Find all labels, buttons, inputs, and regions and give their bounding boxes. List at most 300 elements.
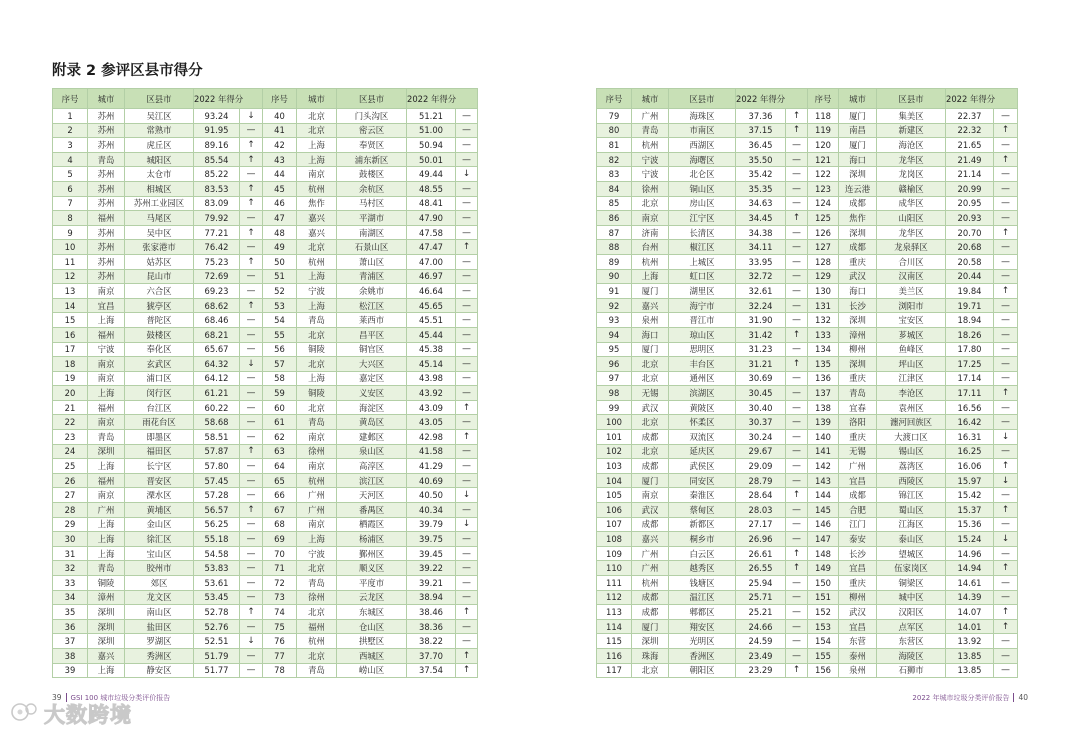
district-cell: 栖霞区 — [337, 517, 407, 532]
trend-icon: — — [240, 590, 263, 605]
trend-icon: — — [786, 386, 808, 401]
trend-icon: — — [786, 167, 808, 182]
trend-icon: — — [240, 284, 263, 299]
district-cell: 仓山区 — [337, 619, 407, 634]
trend-icon: — — [994, 590, 1018, 605]
city-cell: 南京 — [88, 284, 125, 299]
rank-cell: 30 — [53, 532, 88, 547]
city-cell: 苏州 — [88, 138, 125, 153]
district-cell: 锦江区 — [877, 488, 946, 503]
district-cell: 延庆区 — [669, 444, 736, 459]
score-cell: 56.57 — [194, 503, 240, 518]
trend-icon: ↑ — [240, 605, 263, 620]
score-cell: 30.45 — [736, 386, 786, 401]
trend-icon: — — [994, 663, 1018, 678]
trend-icon: — — [456, 254, 478, 269]
district-cell: 椒江区 — [669, 240, 736, 255]
score-cell: 52.78 — [194, 605, 240, 620]
trend-icon: — — [994, 342, 1018, 357]
score-cell: 32.72 — [736, 269, 786, 284]
score-cell: 52.76 — [194, 619, 240, 634]
score-cell: 68.62 — [194, 298, 240, 313]
city-cell: 武汉 — [839, 269, 877, 284]
district-cell: 昌平区 — [337, 327, 407, 342]
city-cell: 深圳 — [88, 619, 125, 634]
trend-icon: — — [456, 225, 478, 240]
district-cell: 瀍河回族区 — [877, 415, 946, 430]
city-cell: 重庆 — [839, 371, 877, 386]
rank-cell: 139 — [808, 415, 839, 430]
rank-cell: 103 — [597, 459, 632, 474]
score-cell: 79.92 — [194, 211, 240, 226]
score-cell: 56.25 — [194, 517, 240, 532]
rank-cell: 49 — [263, 240, 297, 255]
city-cell: 苏州 — [88, 109, 125, 124]
trend-icon: — — [786, 269, 808, 284]
rank-cell: 14 — [53, 298, 88, 313]
table-row — [53, 123, 478, 138]
page-number: 39 — [52, 693, 62, 702]
score-cell: 20.58 — [946, 254, 994, 269]
score-cell: 57.45 — [194, 473, 240, 488]
rank-cell: 62 — [263, 430, 297, 445]
rank-cell: 111 — [597, 576, 632, 591]
table-row — [597, 240, 1018, 255]
district-cell: 顺义区 — [337, 561, 407, 576]
district-cell: 铜官区 — [337, 342, 407, 357]
table-row — [53, 634, 478, 649]
district-cell: 拱墅区 — [337, 634, 407, 649]
district-cell: 铜山区 — [669, 181, 736, 196]
city-cell: 厦门 — [632, 342, 669, 357]
rank-cell: 122 — [808, 167, 839, 182]
score-cell: 68.46 — [194, 313, 240, 328]
district-cell: 静安区 — [125, 663, 194, 678]
trend-icon: — — [240, 430, 263, 445]
trend-icon: ↑ — [994, 386, 1018, 401]
score-cell: 48.55 — [407, 181, 456, 196]
table-row — [53, 430, 478, 445]
district-cell: 望城区 — [877, 546, 946, 561]
trend-icon: — — [240, 400, 263, 415]
district-cell: 浦口区 — [125, 371, 194, 386]
table-row — [53, 342, 478, 357]
score-cell: 91.95 — [194, 123, 240, 138]
rank-cell: 45 — [263, 181, 297, 196]
header-district: 区县市 — [877, 89, 946, 109]
city-cell: 铜陵 — [297, 386, 337, 401]
trend-icon: — — [456, 634, 478, 649]
city-cell: 武汉 — [632, 400, 669, 415]
score-cell: 19.71 — [946, 298, 994, 313]
district-cell: 通州区 — [669, 371, 736, 386]
city-cell: 北京 — [632, 196, 669, 211]
rank-cell: 76 — [263, 634, 297, 649]
header-rank: 序号 — [263, 89, 297, 109]
rank-cell: 32 — [53, 561, 88, 576]
district-cell: 海陵区 — [877, 648, 946, 663]
table-row — [597, 619, 1018, 634]
district-cell: 海宁市 — [669, 298, 736, 313]
trend-icon: — — [786, 590, 808, 605]
city-cell: 北京 — [632, 371, 669, 386]
rank-cell: 53 — [263, 298, 297, 313]
rank-cell: 40 — [263, 109, 297, 124]
score-cell: 35.35 — [736, 181, 786, 196]
district-cell: 鼓楼区 — [337, 167, 407, 182]
city-cell: 成都 — [632, 517, 669, 532]
rank-cell: 65 — [263, 473, 297, 488]
district-cell: 李沧区 — [877, 386, 946, 401]
score-cell: 51.00 — [407, 123, 456, 138]
table-row — [53, 138, 478, 153]
city-cell: 上海 — [297, 298, 337, 313]
district-cell: 浏阳市 — [877, 298, 946, 313]
rank-cell: 66 — [263, 488, 297, 503]
score-table-left-page — [52, 88, 478, 678]
rank-cell: 87 — [597, 225, 632, 240]
score-cell: 29.67 — [736, 444, 786, 459]
trend-icon: ↑ — [240, 181, 263, 196]
trend-icon: ↑ — [786, 546, 808, 561]
trend-icon: — — [994, 211, 1018, 226]
trend-icon: — — [240, 473, 263, 488]
trend-icon: — — [240, 517, 263, 532]
trend-icon: — — [786, 619, 808, 634]
district-cell: 市南区 — [669, 123, 736, 138]
score-cell: 31.90 — [736, 313, 786, 328]
trend-icon: ↓ — [994, 532, 1018, 547]
rank-cell: 110 — [597, 561, 632, 576]
city-cell: 厦门 — [632, 619, 669, 634]
city-cell: 青岛 — [88, 152, 125, 167]
city-cell: 广州 — [297, 503, 337, 518]
trend-icon: — — [786, 196, 808, 211]
rank-cell: 11 — [53, 254, 88, 269]
footer-right — [912, 692, 1028, 703]
district-cell: 晋安区 — [125, 473, 194, 488]
district-cell: 温江区 — [669, 590, 736, 605]
score-cell: 15.24 — [946, 532, 994, 547]
rank-cell: 84 — [597, 181, 632, 196]
score-cell: 16.31 — [946, 430, 994, 445]
trend-icon: ↑ — [240, 298, 263, 313]
city-cell: 泰州 — [839, 648, 877, 663]
page-number: 40 — [1018, 693, 1028, 702]
rank-cell: 36 — [53, 619, 88, 634]
footer-divider — [66, 693, 67, 702]
header-district: 区县市 — [125, 89, 194, 109]
score-cell: 37.54 — [407, 663, 456, 678]
city-cell: 无锡 — [632, 386, 669, 401]
district-cell: 义安区 — [337, 386, 407, 401]
score-cell: 39.75 — [407, 532, 456, 547]
rank-cell: 42 — [263, 138, 297, 153]
table-row — [597, 488, 1018, 503]
city-cell: 连云港 — [839, 181, 877, 196]
score-cell: 30.40 — [736, 400, 786, 415]
district-cell: 双流区 — [669, 430, 736, 445]
score-table-right-page — [596, 88, 1018, 678]
district-cell: 黄埔区 — [125, 503, 194, 518]
city-cell: 上海 — [297, 371, 337, 386]
score-cell: 24.66 — [736, 619, 786, 634]
city-cell: 上海 — [88, 313, 125, 328]
district-cell: 龙岗区 — [877, 167, 946, 182]
city-cell: 长沙 — [839, 546, 877, 561]
district-cell: 琼山区 — [669, 327, 736, 342]
table-row — [597, 342, 1018, 357]
score-cell: 40.69 — [407, 473, 456, 488]
score-cell: 47.58 — [407, 225, 456, 240]
city-cell: 宜昌 — [839, 561, 877, 576]
district-cell: 荔湾区 — [877, 459, 946, 474]
rank-cell: 88 — [597, 240, 632, 255]
city-cell: 厦门 — [839, 138, 877, 153]
table-row — [53, 240, 478, 255]
trend-icon: ↑ — [786, 211, 808, 226]
trend-icon: — — [240, 371, 263, 386]
score-cell: 20.99 — [946, 181, 994, 196]
trend-icon: ↑ — [786, 488, 808, 503]
score-cell: 17.80 — [946, 342, 994, 357]
rank-cell: 17 — [53, 342, 88, 357]
score-cell: 16.25 — [946, 444, 994, 459]
table-header-row — [53, 89, 478, 109]
trend-icon: ↑ — [994, 225, 1018, 240]
trend-icon: ↓ — [240, 109, 263, 124]
district-cell: 鱼峰区 — [877, 342, 946, 357]
city-cell: 南京 — [297, 167, 337, 182]
district-cell: 吴中区 — [125, 225, 194, 240]
rank-cell: 108 — [597, 532, 632, 547]
trend-icon: — — [240, 211, 263, 226]
district-cell: 马尾区 — [125, 211, 194, 226]
rank-cell: 104 — [597, 473, 632, 488]
rank-cell: 1 — [53, 109, 88, 124]
district-cell: 高淳区 — [337, 459, 407, 474]
city-cell: 台州 — [632, 240, 669, 255]
trend-icon: — — [994, 240, 1018, 255]
score-cell: 43.98 — [407, 371, 456, 386]
city-cell: 嘉兴 — [632, 298, 669, 313]
score-cell: 37.70 — [407, 648, 456, 663]
city-cell: 嘉兴 — [297, 225, 337, 240]
city-cell: 重庆 — [839, 430, 877, 445]
district-cell: 锡山区 — [877, 444, 946, 459]
score-cell: 14.07 — [946, 605, 994, 620]
rank-cell: 47 — [263, 211, 297, 226]
district-cell: 奉化区 — [125, 342, 194, 357]
city-cell: 广州 — [632, 546, 669, 561]
city-cell: 杭州 — [297, 181, 337, 196]
district-cell: 合川区 — [877, 254, 946, 269]
district-cell: 上城区 — [669, 254, 736, 269]
table-row — [53, 371, 478, 386]
rank-cell: 156 — [808, 663, 839, 678]
district-cell: 秦淮区 — [669, 488, 736, 503]
trend-icon: — — [240, 269, 263, 284]
city-cell: 成都 — [839, 488, 877, 503]
district-cell: 晋江市 — [669, 313, 736, 328]
trend-icon: — — [994, 400, 1018, 415]
score-cell: 25.94 — [736, 576, 786, 591]
rank-cell: 6 — [53, 181, 88, 196]
score-cell: 15.36 — [946, 517, 994, 532]
rank-cell: 127 — [808, 240, 839, 255]
district-cell: 新都区 — [669, 517, 736, 532]
score-cell: 51.79 — [194, 648, 240, 663]
score-cell: 39.21 — [407, 576, 456, 591]
score-cell: 77.21 — [194, 225, 240, 240]
trend-icon: — — [786, 444, 808, 459]
rank-cell: 85 — [597, 196, 632, 211]
score-cell: 23.29 — [736, 663, 786, 678]
score-cell: 39.79 — [407, 517, 456, 532]
city-cell: 上海 — [297, 152, 337, 167]
city-cell: 成都 — [839, 196, 877, 211]
trend-icon: — — [994, 138, 1018, 153]
city-cell: 宁波 — [632, 167, 669, 182]
trend-icon: — — [240, 619, 263, 634]
table-row — [597, 298, 1018, 313]
score-cell: 25.21 — [736, 605, 786, 620]
score-cell: 65.67 — [194, 342, 240, 357]
table-row — [597, 400, 1018, 415]
trend-icon: — — [786, 605, 808, 620]
score-cell: 19.84 — [946, 284, 994, 299]
trend-icon: — — [240, 576, 263, 591]
district-cell: 香洲区 — [669, 648, 736, 663]
rank-cell: 71 — [263, 561, 297, 576]
score-cell: 43.09 — [407, 400, 456, 415]
city-cell: 江门 — [839, 517, 877, 532]
trend-icon: ↑ — [994, 123, 1018, 138]
city-cell: 上海 — [297, 138, 337, 153]
district-cell: 相城区 — [125, 181, 194, 196]
table-row — [53, 619, 478, 634]
district-cell: 六合区 — [125, 284, 194, 299]
trend-icon: — — [456, 415, 478, 430]
rank-cell: 113 — [597, 605, 632, 620]
city-cell: 海口 — [632, 327, 669, 342]
score-cell: 14.39 — [946, 590, 994, 605]
city-cell: 杭州 — [297, 254, 337, 269]
trend-icon: ↑ — [994, 561, 1018, 576]
table-row — [597, 590, 1018, 605]
district-cell: 奉贤区 — [337, 138, 407, 153]
trend-icon: — — [786, 240, 808, 255]
header-score: 2022 年得分 — [736, 89, 808, 109]
district-cell: 闵行区 — [125, 386, 194, 401]
trend-icon: — — [240, 488, 263, 503]
rank-cell: 152 — [808, 605, 839, 620]
rank-cell: 41 — [263, 123, 297, 138]
city-cell: 青岛 — [297, 663, 337, 678]
city-cell: 青岛 — [297, 576, 337, 591]
trend-icon: — — [994, 648, 1018, 663]
district-cell: 余姚市 — [337, 284, 407, 299]
district-cell: 滨湖区 — [669, 386, 736, 401]
header-score: 2022 年得分 — [194, 89, 263, 109]
rank-cell: 59 — [263, 386, 297, 401]
rank-cell: 105 — [597, 488, 632, 503]
district-cell: 玄武区 — [125, 357, 194, 372]
table-row — [597, 444, 1018, 459]
rank-cell: 78 — [263, 663, 297, 678]
rank-cell: 69 — [263, 532, 297, 547]
district-cell: 钱塘区 — [669, 576, 736, 591]
city-cell: 北京 — [632, 444, 669, 459]
city-cell: 杭州 — [297, 473, 337, 488]
trend-icon: — — [240, 386, 263, 401]
district-cell: 金山区 — [125, 517, 194, 532]
district-cell: 铜梁区 — [877, 576, 946, 591]
rank-cell: 154 — [808, 634, 839, 649]
trend-icon: ↑ — [456, 400, 478, 415]
rank-cell: 73 — [263, 590, 297, 605]
rank-cell: 43 — [263, 152, 297, 167]
city-cell: 深圳 — [88, 605, 125, 620]
trend-icon: ↑ — [786, 663, 808, 678]
trend-icon: — — [786, 138, 808, 153]
header-score: 2022 年得分 — [946, 89, 1018, 109]
trend-icon: — — [994, 327, 1018, 342]
rank-cell: 115 — [597, 634, 632, 649]
city-cell: 上海 — [297, 269, 337, 284]
city-cell: 南京 — [88, 488, 125, 503]
district-cell: 昆山市 — [125, 269, 194, 284]
score-cell: 21.65 — [946, 138, 994, 153]
city-cell: 南京 — [88, 371, 125, 386]
trend-icon: ↓ — [240, 634, 263, 649]
city-cell: 南昌 — [839, 123, 877, 138]
city-cell: 泰安 — [839, 532, 877, 547]
score-cell: 69.23 — [194, 284, 240, 299]
table-row — [597, 473, 1018, 488]
table-row — [53, 503, 478, 518]
trend-icon: ↑ — [786, 561, 808, 576]
score-cell: 51.77 — [194, 663, 240, 678]
rank-cell: 94 — [597, 327, 632, 342]
trend-icon: — — [456, 181, 478, 196]
score-cell: 26.96 — [736, 532, 786, 547]
score-cell: 72.69 — [194, 269, 240, 284]
rank-cell: 141 — [808, 444, 839, 459]
city-cell: 徐州 — [297, 444, 337, 459]
district-cell: 松江区 — [337, 298, 407, 313]
score-cell: 29.09 — [736, 459, 786, 474]
rank-cell: 2 — [53, 123, 88, 138]
city-cell: 宜昌 — [839, 473, 877, 488]
city-cell: 深圳 — [88, 634, 125, 649]
district-cell: 虹口区 — [669, 269, 736, 284]
score-cell: 30.37 — [736, 415, 786, 430]
trend-icon: ↑ — [240, 196, 263, 211]
trend-icon: — — [240, 327, 263, 342]
score-cell: 13.85 — [946, 663, 994, 678]
rank-cell: 129 — [808, 269, 839, 284]
city-cell: 重庆 — [839, 576, 877, 591]
district-cell: 城阳区 — [125, 152, 194, 167]
city-cell: 徐州 — [297, 590, 337, 605]
city-cell: 南京 — [632, 211, 669, 226]
city-cell: 苏州 — [88, 254, 125, 269]
rank-cell: 99 — [597, 400, 632, 415]
rank-cell: 147 — [808, 532, 839, 547]
trend-icon: — — [456, 371, 478, 386]
score-cell: 31.23 — [736, 342, 786, 357]
